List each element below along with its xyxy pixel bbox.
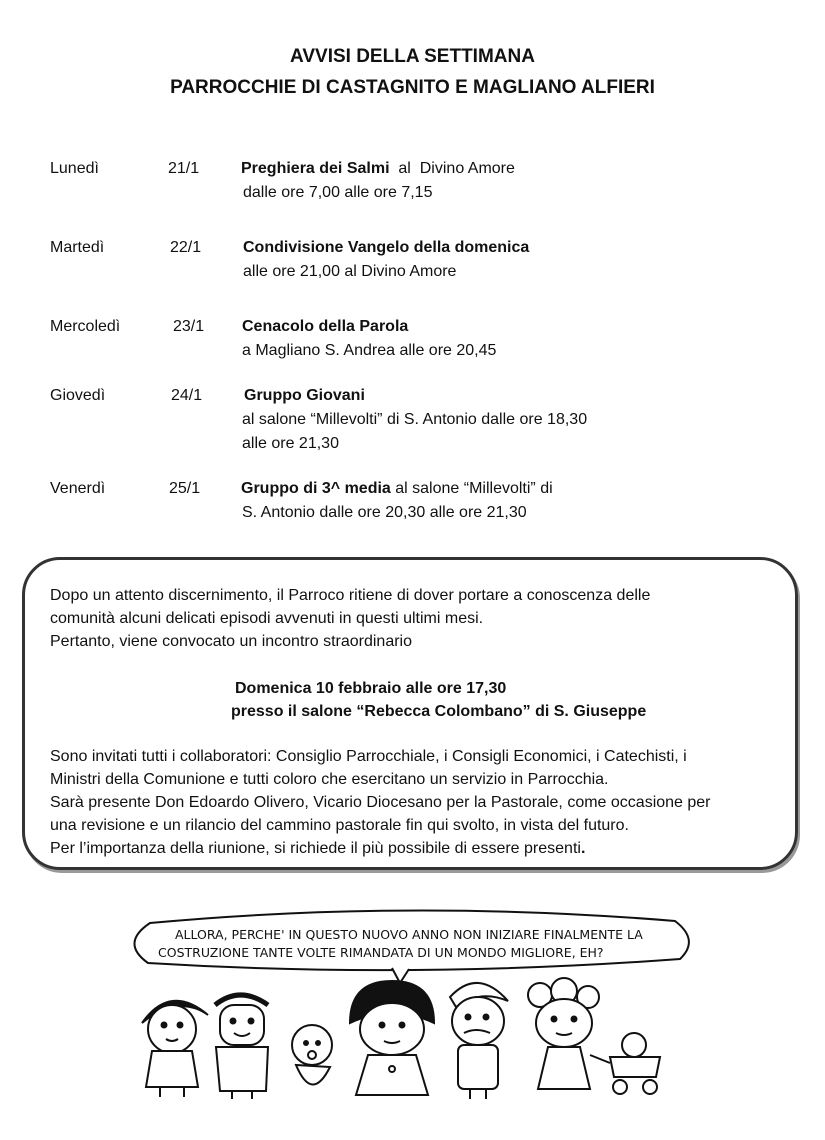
meeting-date: Domenica 10 febbraio alle ore 17,30 bbox=[235, 680, 507, 697]
event-date: 24/1 bbox=[171, 387, 203, 404]
notice-text: Pertanto, viene convocato un incontro straordinario bbox=[50, 633, 412, 650]
event-title-line bbox=[243, 236, 529, 260]
speech-line-1: ALLORA, PERCHE' IN QUESTO NUOVO ANNO NON INIZIARE FINALMENTE LA bbox=[175, 927, 643, 942]
character-6-icon bbox=[528, 978, 660, 1094]
event-title: Cenacolo della Parola bbox=[242, 318, 409, 335]
event-day: Giovedì bbox=[50, 387, 106, 404]
notice-text: una revisione e un rilancio del cammino pastorale fin qui svolto, in vista del futuro. bbox=[50, 817, 629, 834]
event-detail: a Magliano S. Andrea alle ore 20,45 bbox=[242, 342, 497, 359]
event-title-line bbox=[242, 315, 408, 339]
event-date: 21/1 bbox=[168, 160, 200, 177]
character-3-icon bbox=[292, 1025, 332, 1085]
event-title-line bbox=[244, 384, 365, 408]
event-title-line bbox=[241, 157, 515, 181]
page-title-line2: PARROCCHIE DI CASTAGNITO E MAGLIANO ALFIERI bbox=[170, 77, 655, 98]
character-5-icon bbox=[450, 983, 508, 1099]
notice-closing: Per l’importanza della riunione, si richiede il più possibile di essere presenti bbox=[50, 840, 581, 857]
event-detail-2: alle ore 21,30 bbox=[242, 435, 339, 452]
event-date: 25/1 bbox=[169, 480, 201, 497]
page-title-line1: AVVISI DELLA SETTIMANA bbox=[290, 46, 535, 67]
character-4-icon bbox=[350, 981, 434, 1095]
speech-line-2: COSTRUZIONE TANTE VOLTE RIMANDATA DI UN MONDO MIGLIORE, EH? bbox=[158, 945, 604, 960]
notice-text: Sarà presente Don Edoardo Olivero, Vicario Diocesano per la Pastorale, come occasione per bbox=[50, 794, 711, 811]
notice-closing-period: . bbox=[580, 840, 586, 857]
event-detail: dalle ore 7,00 alle ore 7,15 bbox=[243, 184, 433, 201]
notice-text: Dopo un attento discernimento, il Parroco ritiene di dover portare a conoscenza delle bbox=[50, 587, 651, 604]
meeting-place: presso il salone “Rebecca Colombano” di S. Giuseppe bbox=[231, 703, 647, 720]
event-title: Gruppo di 3^ media bbox=[241, 480, 391, 497]
event-title: Gruppo Giovani bbox=[244, 387, 365, 404]
event-detail: alle ore 21,00 al Divino Amore bbox=[243, 263, 457, 280]
notice-text: Sono invitati tutti i collaboratori: Consiglio Parrocchiale, i Consigli Economici, i Catechisti, i bbox=[50, 748, 687, 765]
event-detail: S. Antonio dalle ore 20,30 alle ore 21,30 bbox=[242, 504, 527, 521]
event-title: Preghiera dei Salmi bbox=[241, 160, 390, 177]
event-title-tail: al salone “Millevolti” di bbox=[390, 480, 553, 497]
event-date: 22/1 bbox=[170, 239, 202, 256]
event-date: 23/1 bbox=[173, 318, 205, 335]
notice-text bbox=[50, 837, 585, 860]
character-1-icon bbox=[142, 1001, 208, 1097]
notice-text: comunità alcuni delicati episodi avvenuti in questi ultimi mesi. bbox=[50, 610, 484, 627]
characters bbox=[142, 978, 660, 1099]
event-title-tail: al Divino Amore bbox=[389, 160, 515, 177]
event-title: Condivisione Vangelo della domenica bbox=[243, 239, 530, 256]
event-title-line bbox=[241, 477, 553, 501]
character-2-icon bbox=[215, 995, 268, 1099]
notice-box bbox=[22, 557, 798, 870]
event-detail: al salone “Millevolti” di S. Antonio dalle ore 18,30 bbox=[242, 411, 588, 428]
event-day: Mercoledì bbox=[50, 318, 121, 335]
notice-text: Ministri della Comunione e tutti coloro che esercitano un servizio in Parrocchia. bbox=[50, 771, 609, 788]
event-day: Venerdì bbox=[50, 480, 106, 497]
comic-drawing bbox=[120, 905, 700, 1105]
event-day: Martedì bbox=[50, 239, 105, 256]
event-day: Lunedì bbox=[50, 160, 99, 177]
comic-illustration bbox=[120, 905, 700, 1105]
